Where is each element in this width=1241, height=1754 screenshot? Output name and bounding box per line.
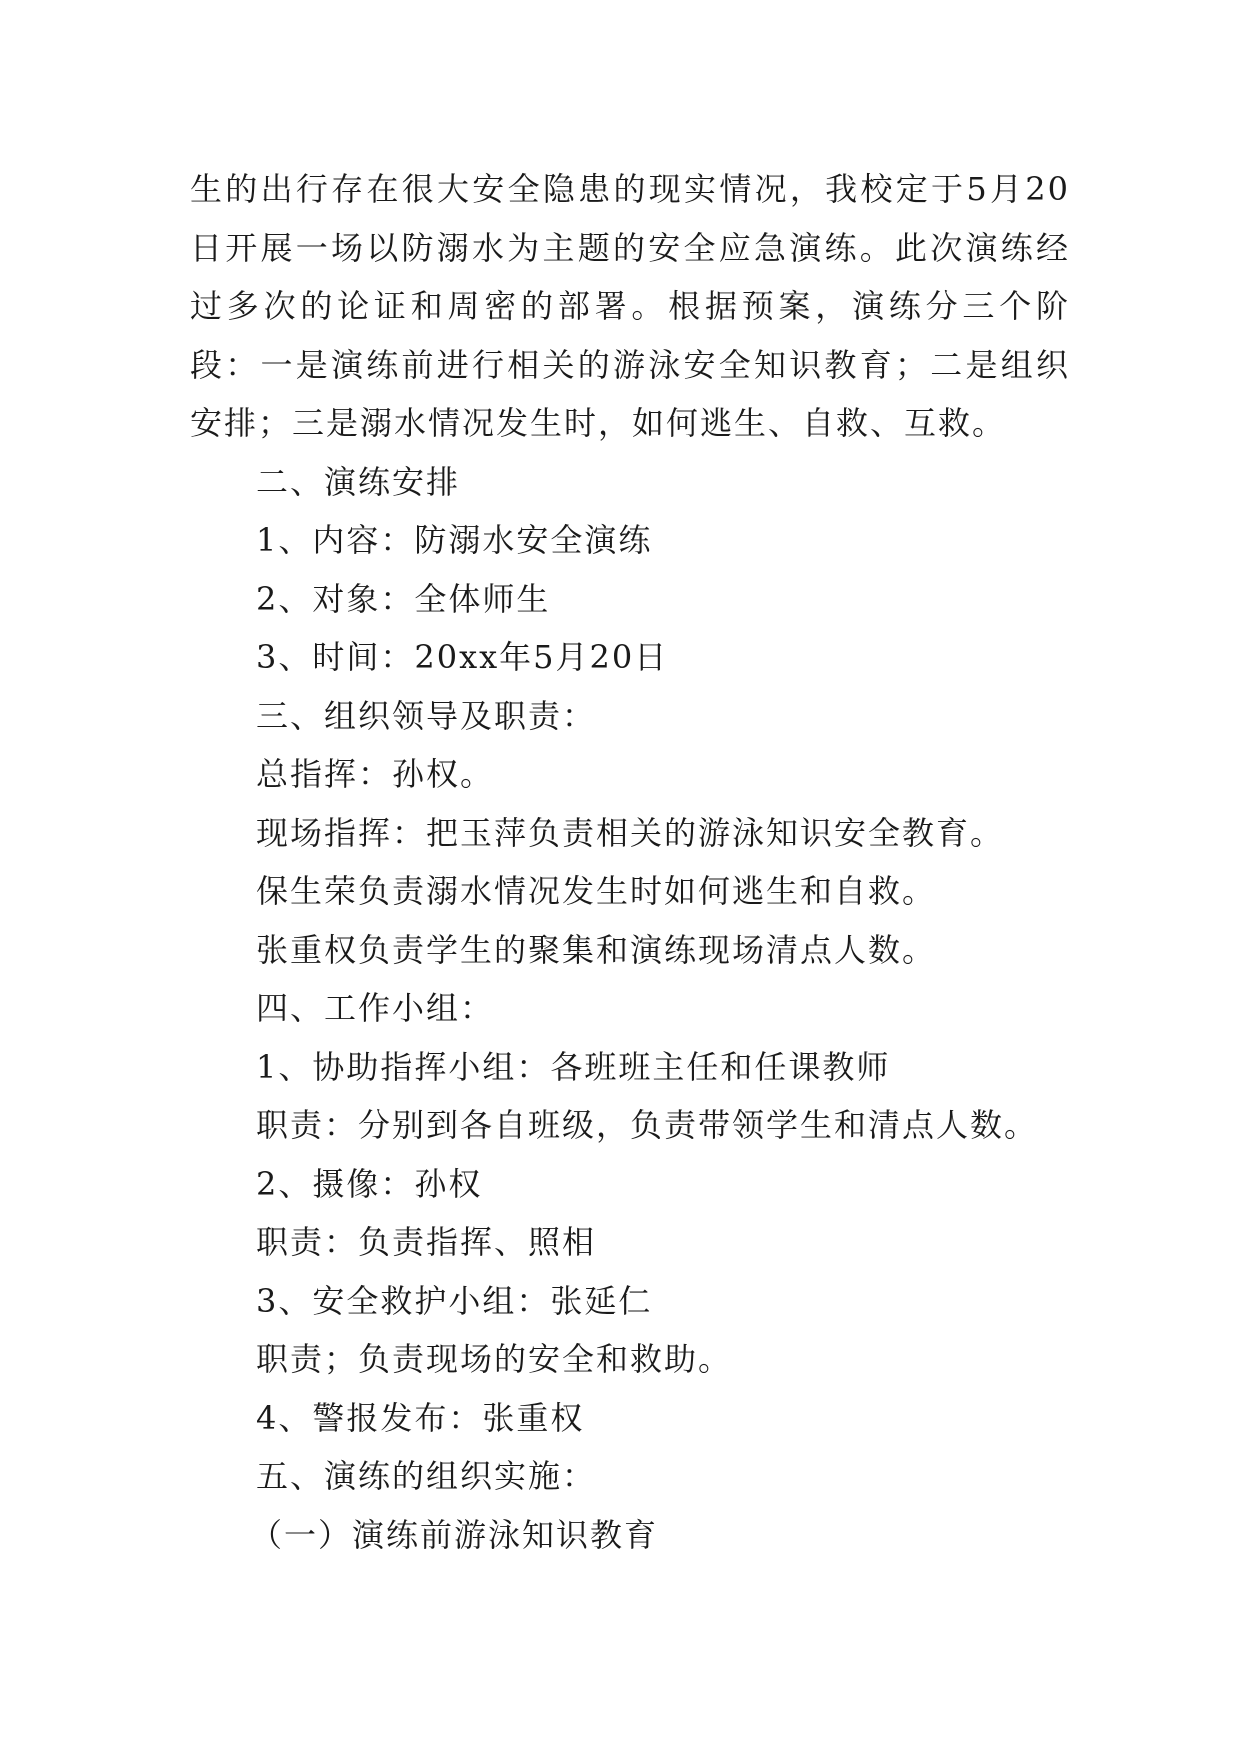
section-heading-implementation: 五、演练的组织实施：: [256, 1457, 597, 1495]
text-line-commander: 总指挥：孙权。: [256, 755, 495, 793]
list-item-alarm: 4、警报发布：张重权: [256, 1398, 585, 1437]
list-item-camera: 2、摄像：孙权: [256, 1164, 483, 1203]
intro-paragraph: 生的出行存在很大安全隐患的现实情况，我校定于5月20日开展一场以防溺水为主题的安全应急演练。此次演练经过多次的论证和周密的部署。根据预案，演练分三个阶段：一是演练前进行相关的游泳安全知识教育；二是组织安排；三是溺水情况发生时，如何逃生、自救、互救。: [190, 170, 1070, 442]
list-item-content: 1、内容：防溺水安全演练: [256, 521, 653, 559]
text-line-assembly-duty: 张重权负责学生的聚集和演练现场清点人数。: [256, 930, 937, 969]
section-heading-leadership: 三、组织领导及职责：: [256, 696, 597, 735]
text-line-rescue-duty: 职责；负责现场的安全和救助。: [256, 1340, 733, 1378]
section-heading-drill-arrangement: 二、演练安排: [256, 462, 461, 501]
section-heading-work-groups: 四、工作小组：: [256, 989, 495, 1027]
list-item-rescue-group: 3、安全救护小组：张延仁: [256, 1281, 653, 1320]
text-line-escape-duty: 保生荣负责溺水情况发生时如何逃生和自救。: [256, 872, 937, 910]
document-body: [190, 160, 1070, 1564]
subsection-heading-education: （一）演练前游泳知识教育: [250, 1515, 659, 1554]
text-line-camera-duty: 职责：负责指挥、照相: [256, 1223, 597, 1261]
list-item-time: 3、时间：20xx年5月20日: [256, 638, 669, 676]
list-item-target: 2、对象：全体师生: [256, 579, 551, 618]
text-line-assist-duty: 职责：分别到各自班级，负责带领学生和清点人数。: [256, 1106, 1039, 1144]
list-item-assist-group: 1、协助指挥小组：各班班主任和任课教师: [256, 1047, 891, 1086]
text-line-site-commander: 现场指挥：把玉萍负责相关的游泳知识安全教育。: [256, 813, 1005, 852]
